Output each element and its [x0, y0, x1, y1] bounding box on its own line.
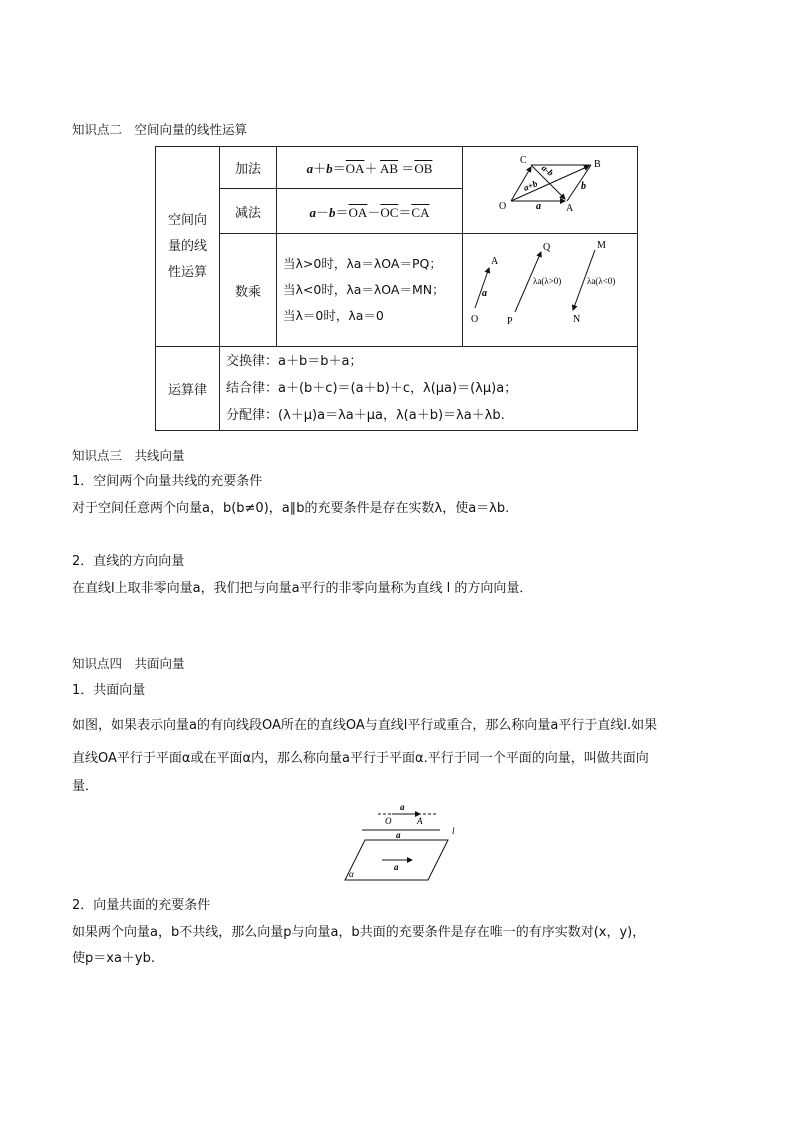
fig-mul-M: M — [597, 240, 606, 251]
sub-label: 减法 — [220, 189, 277, 234]
fig-label-b: b — [581, 181, 586, 192]
collinear-heading-2: 2．直线的方向向量 — [72, 554, 185, 569]
fig-mul-O: O — [471, 314, 479, 325]
fig-label-B: B — [594, 159, 601, 170]
law-list — [220, 347, 638, 431]
fig-coplanar-A: A — [417, 816, 423, 826]
fig-mul-P: P — [507, 316, 513, 327]
coplanar-condition-line-2: 使p＝xa＋yb. — [72, 951, 155, 966]
fig-coplanar-O: O — [385, 816, 392, 826]
scalar-multiplication-figure — [463, 234, 638, 342]
group-label-cell — [156, 147, 220, 347]
sub-formula: $a-b=\overline{OA}-\overline{OC}=\overline{CA}$ — [277, 189, 463, 234]
addition-figure-cell — [463, 147, 638, 234]
mul-figure-cell — [463, 234, 638, 347]
coplanar-figure — [340, 800, 460, 884]
fig-coplanar-a-plane: a — [394, 862, 399, 872]
fig-mul-A: A — [491, 256, 499, 267]
fig-label-a-plus-b: a+b — [522, 178, 539, 193]
law-commutative: 交换律：a＋b＝b＋a； — [226, 354, 363, 369]
fig-mul-positive: λa(λ>0) — [533, 276, 562, 286]
fig-label-a: a — [536, 201, 541, 212]
coplanar-heading-2: 2．向量共面的充要条件 — [72, 898, 211, 913]
add-formula: $a+b=\overline{OA}+ \overline{AB} =\overline{OB}$ — [277, 147, 463, 189]
fig-label-O: O — [499, 201, 507, 212]
linear-operations-table — [155, 146, 638, 431]
section-title-linear-ops: 知识点二 空间向量的线性运算 — [72, 122, 248, 137]
add-label: 加法 — [220, 147, 277, 189]
coplanar-text-line-2: 直线OA平行于平面α或在平面α内，那么称向量a平行于平面α.平行于同一个平面的向量，叫做共面向 — [72, 751, 649, 766]
section-title-collinear: 知识点三 共线向量 — [72, 448, 185, 463]
parallelogram-figure — [463, 147, 638, 229]
fig-coplanar-l: l — [452, 826, 455, 836]
fig-coplanar-a-top: a — [400, 802, 405, 812]
coplanar-condition-line-1: 如果两个向量a，b不共线，那么向量p与向量a，b共面的充要条件是存在唯一的有序实数对(x，y)， — [72, 925, 646, 940]
collinear-condition: 对于空间任意两个向量a，b(b≠0)，a∥b的充要条件是存在实数λ，使a＝λb. — [72, 501, 510, 516]
law-associative: 结合律：a＋(b＋c)＝(a＋b)＋c，λ(μa)＝(λμ)a； — [226, 381, 518, 396]
fig-label-C: C — [520, 155, 527, 166]
fig-label-A: A — [566, 203, 574, 214]
mul-case-zero: 当λ＝0时，λa＝0 — [283, 308, 384, 323]
coplanar-heading-1: 1．共面向量 — [72, 683, 146, 698]
direction-vector-text: 在直线l上取非零向量a，我们把与向量a平行的非零向量称为直线 l 的方向向量． — [72, 581, 533, 596]
group-label: 空间向量的线性运算 — [167, 212, 207, 280]
fig-coplanar-a-line: a — [396, 830, 401, 840]
fig-mul-N: N — [573, 314, 581, 325]
section-title-coplanar: 知识点四 共面向量 — [72, 656, 185, 671]
coplanar-text-line-1: 如图，如果表示向量a的有向线段OA所在的直线OA与直线l平行或重合，那么称向量a平行于直线l.如果 — [72, 718, 658, 733]
mul-case-positive: 当λ>0时，λa＝λOA＝PQ； — [283, 256, 442, 271]
mul-cases — [277, 234, 463, 347]
fig-label-a-minus-b: a-b — [539, 162, 556, 178]
law-distributive: 分配律：(λ＋μ)a＝λa＋μa，λ(a＋b)＝λa＋λb. — [226, 408, 505, 423]
mul-label: 数乘 — [220, 234, 277, 347]
fig-mul-Q: Q — [543, 242, 551, 253]
fig-coplanar-alpha: α — [349, 869, 354, 879]
coplanar-text-line-3: 量． — [72, 779, 99, 794]
collinear-heading-1: 1．空间两个向量共线的充要条件 — [72, 474, 263, 489]
fig-mul-negative: λa(λ<0) — [587, 276, 616, 286]
mul-case-negative: 当λ<0时，λa＝λOA＝MN； — [283, 282, 445, 297]
fig-mul-a: a — [482, 288, 487, 299]
law-label: 运算律 — [156, 347, 220, 431]
